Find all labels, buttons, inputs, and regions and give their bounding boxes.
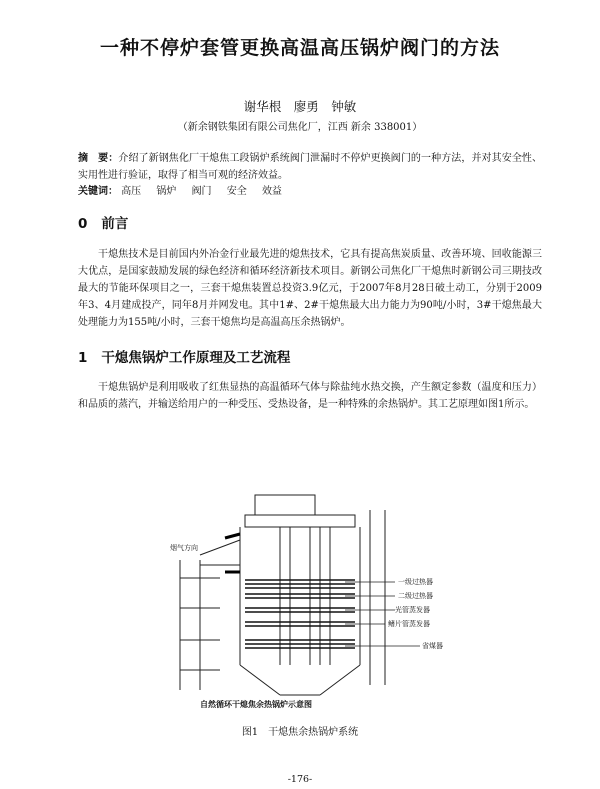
- label-inlet: 烟气方向: [170, 544, 198, 552]
- affiliation: （新余钢铁集团有限公司焦化厂，江西 新余 338001）: [177, 122, 423, 133]
- label-bare-tube-evaporator: 光管蒸发器: [395, 606, 430, 614]
- label-primary-superheater: 一级过热器: [398, 578, 433, 586]
- section-title: 干熄焦锅炉工作原理及工艺流程: [101, 350, 291, 366]
- page-number: -176-: [287, 774, 313, 785]
- paper-title: 一种不停炉套管更换高温高压锅炉阀门的方法: [99, 37, 500, 59]
- diagram-subtitle: 自然循环干熄焦余热锅炉示意图: [200, 700, 312, 709]
- boiler-diagram: [170, 490, 470, 710]
- figure-caption: 图1 干熄焦余热锅炉系统: [241, 727, 359, 738]
- section-0-paragraph: 干熄焦技术是目前国内外冶金行业最先进的熄焦技术，它具有提高焦炭质量、改善环境、回收能源三大优点，是国家鼓励发展的绿色经济和循环经济新技术项目。新钢公司焦化厂干熄焦时新钢公司三期技改最大的节能环保项目之一，三套干熄焦装置总投资3.9亿元，于2007年8月28日破土动工，分别于2009年3、4月建成投产，同年8月并网发电。其中1#、2#干熄焦最大出力能力为90吨/小时，3#干熄焦最大处理能力为155吨/小时，三套干熄焦均是高温高压余热锅炉。: [78, 249, 542, 328]
- section-0-heading: [78, 212, 128, 232]
- abstract-label: 摘 要：: [78, 153, 119, 164]
- abstract-text: 介绍了新钢焦化厂干熄焦工段锅炉系统阀门泄漏时不停炉更换阀门的一种方法，并对其安全性、实用性进行验证，取得了相当可观的经济效益。: [78, 153, 543, 181]
- keyword: 高压: [121, 186, 142, 197]
- keyword: 安全: [226, 186, 247, 197]
- keywords-label: 关键词：: [78, 186, 118, 197]
- section-number: 1: [78, 350, 88, 366]
- keyword: 效益: [261, 186, 282, 197]
- label-secondary-superheater: 二级过热器: [398, 592, 433, 600]
- section-1-heading: [78, 346, 290, 366]
- keyword: 阀门: [191, 186, 212, 197]
- section-1-paragraph: 干熄焦锅炉是利用吸收了红焦显热的高温循环气体与除盐纯水热交换，产生额定参数（温度和压力）和品质的蒸汽，并输送给用户的一种受压、受热设备，是一种特殊的余热锅炉。其工艺原理如图1所示。: [78, 382, 542, 410]
- section-title: 前言: [101, 216, 129, 232]
- label-economizer: 省煤器: [422, 642, 443, 650]
- keyword: 锅炉: [156, 186, 177, 197]
- section-number: 0: [78, 216, 88, 232]
- label-finned-tube-evaporator: 鳍片管蒸发器: [388, 620, 430, 628]
- keywords: [78, 183, 542, 200]
- authors: 谢华根 廖勇 钟敏: [243, 99, 357, 114]
- abstract: [78, 150, 542, 184]
